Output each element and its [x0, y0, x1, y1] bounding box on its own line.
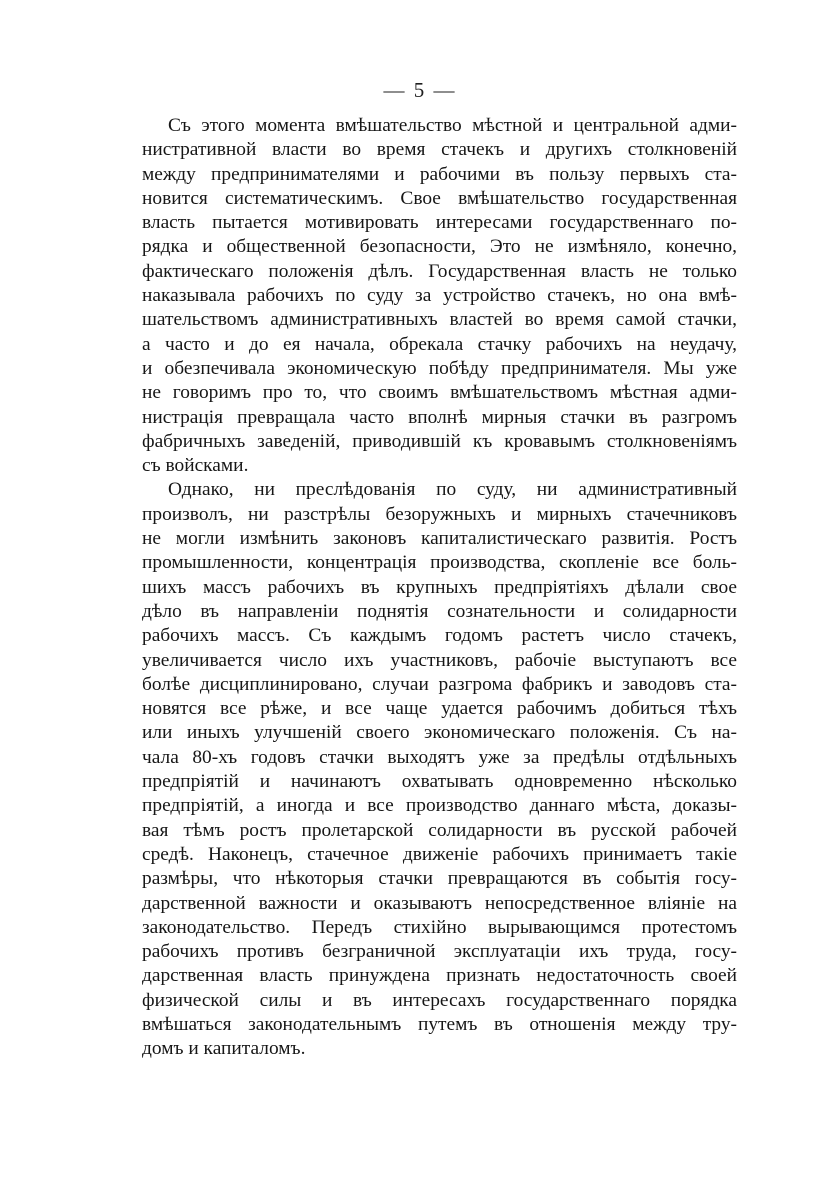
- text-line: вмѣшаться законодательнымъ путемъ въ отношенія между тру-: [142, 1013, 737, 1035]
- text-line: чала 80-хъ годовъ стачки выходятъ уже за предѣлы отдѣльныхъ: [142, 746, 737, 768]
- page-number: — 5 —: [383, 78, 457, 102]
- text-line: шихъ массъ рабочихъ въ крупныхъ предпріятіяхъ дѣлали свое: [142, 576, 737, 598]
- text-line: и обезпечивала экономическую побѣду предпринимателя. Мы уже: [142, 357, 737, 379]
- text-line: или иныхъ улучшеній своего экономическаго положенія. Съ на-: [142, 722, 737, 744]
- text-line: нистрація превращала часто вполнѣ мирныя стачки въ разгромъ: [142, 406, 737, 428]
- text-line: дарственной важности и оказываютъ непосредственное вліяніе на: [142, 892, 737, 914]
- text-line: фактическаго положенія дѣлъ. Государственная власть не только: [142, 260, 737, 282]
- text-line: фабричныхъ заведеній, приводившій къ кровавымъ столкновеніямъ: [142, 430, 737, 452]
- text-line: рабочихъ массъ. Съ каждымъ годомъ растетъ число стачекъ,: [142, 625, 737, 647]
- text-line: вая тѣмъ ростъ пролетарской солидарности въ русской рабочей: [142, 819, 737, 841]
- text-line: размѣры, что нѣкоторыя стачки превращаются въ событія госу-: [142, 868, 737, 890]
- text-line: предпріятій, а иногда и все производство даннаго мѣста, доказы-: [142, 795, 737, 817]
- text-line: домъ и капиталомъ.: [142, 1038, 306, 1060]
- text-line: предпріятій и начинаютъ охватывать одновременно нѣсколько: [142, 771, 737, 793]
- text-line: не могли измѣнить законовъ капиталистическаго развитія. Ростъ: [142, 528, 737, 550]
- text-line: новятся все рѣже, и все чаще удается рабочимъ добиться тѣхъ: [142, 698, 737, 720]
- text-line: съ войсками.: [142, 455, 249, 477]
- text-line: физической силы и въ интересахъ государственнаго порядка: [142, 989, 737, 1011]
- text-line: законодательство. Передъ стихійно вырывающимся протестомъ: [142, 916, 737, 938]
- text-line: не говоримъ про то, что своимъ вмѣшательствомъ мѣстная адми-: [142, 382, 737, 404]
- text-line: между предпринимателями и рабочими въ пользу первыхъ ста-: [142, 163, 737, 185]
- text-line: наказывала рабочихъ по суду за устройство стачекъ, но она вмѣ-: [142, 285, 737, 307]
- text-line: дѣло въ направленіи поднятія сознательности и солидарности: [142, 600, 737, 622]
- text-line: Однако, ни преслѣдованія по суду, ни административный: [168, 479, 737, 501]
- text-line: рядка и общественной безопасности, Это не измѣняло, конечно,: [142, 236, 737, 258]
- body-text: [142, 114, 737, 1062]
- text-line: промышленности, концентрація производства, скопленіе все боль-: [142, 552, 737, 574]
- text-line: средѣ. Наконецъ, стачечное движеніе рабочихъ принимаетъ такіе: [142, 843, 737, 865]
- text-line: рабочихъ противъ безграничной эксплуатаціи ихъ труда, госу-: [142, 941, 737, 963]
- text-line: новится систематическимъ. Свое вмѣшательство государственная: [142, 187, 737, 209]
- text-line: дарственная власть принуждена признать недостаточность своей: [142, 965, 737, 987]
- text-line: Съ этого момента вмѣшательство мѣстной и центральной адми-: [168, 115, 737, 136]
- text-line: а часто и до ея начала, обрекала стачку рабочихъ на неудачу,: [142, 333, 737, 355]
- text-line: произволъ, ни разстрѣлы безоружныхъ и мирныхъ стачечниковъ: [142, 503, 737, 525]
- text-line: увеличивается число ихъ участниковъ, рабочіе выступаютъ все: [142, 649, 737, 671]
- text-line: шательствомъ административныхъ властей во время самой стачки,: [142, 309, 737, 331]
- paragraph-1: [142, 114, 737, 478]
- paragraph-2: [142, 478, 737, 1061]
- text-line: нистративной власти во время стачекъ и другихъ столкновеній: [142, 139, 737, 161]
- text-line: болѣе дисциплинировано, случаи разгрома фабрикъ и заводовъ ста-: [142, 673, 737, 695]
- text-line: власть пытается мотивировать интересами государственнаго по-: [142, 212, 737, 234]
